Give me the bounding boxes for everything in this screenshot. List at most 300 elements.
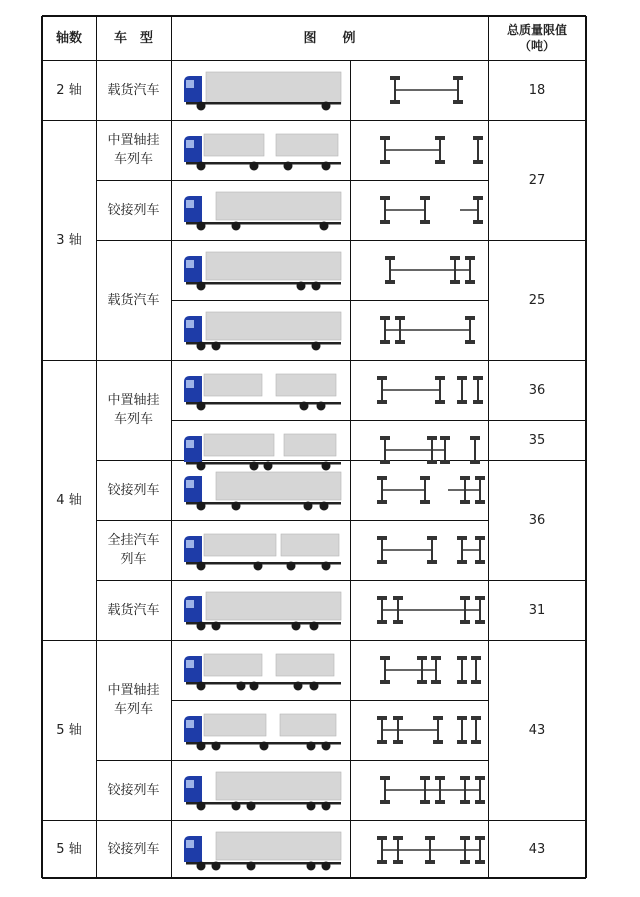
- cab-shape: [184, 716, 202, 742]
- axle-wheel-bottom: [380, 460, 390, 464]
- type-truck-3axle: 载货汽车: [107, 292, 160, 308]
- axle-wheel-top: [475, 776, 485, 780]
- axle-diagram: [370, 712, 490, 748]
- wheel: [322, 562, 331, 571]
- axle-wheel-top: [395, 316, 405, 320]
- truck-illustration: [176, 128, 346, 172]
- cargo-box: [280, 714, 336, 736]
- cab-window: [186, 540, 194, 548]
- grid-line: [41, 16, 43, 878]
- chassis-beam: [186, 102, 341, 105]
- axle-wheel-bottom: [475, 560, 485, 564]
- wheel: [307, 802, 316, 811]
- grid-line: [488, 240, 586, 241]
- axle-wheel-top: [435, 776, 445, 780]
- axle-bar: [381, 377, 383, 403]
- wheel: [247, 802, 256, 811]
- grid-line: [171, 16, 172, 878]
- chassis-beam: [186, 562, 341, 565]
- axle-bar: [431, 437, 433, 463]
- grid-line: [350, 60, 351, 878]
- axle-wheel-bottom: [380, 220, 390, 224]
- grid-line: [42, 360, 586, 361]
- axle-wheel-bottom: [380, 800, 390, 804]
- axle-wheel-bottom: [431, 680, 441, 684]
- cab-window: [186, 260, 194, 268]
- cargo-box: [284, 434, 336, 456]
- chassis-beam: [186, 502, 341, 505]
- axle-bar: [424, 777, 426, 803]
- axle-diagram: [370, 192, 490, 228]
- axle-wheel-top: [470, 436, 480, 440]
- limit-31: 31: [528, 602, 546, 618]
- cab-window: [186, 780, 194, 788]
- axle-wheel-bottom: [465, 340, 475, 344]
- wheel: [307, 742, 316, 751]
- limit-36: 36: [528, 382, 546, 398]
- axle-wheel-top: [393, 716, 403, 720]
- wheel: [254, 562, 263, 571]
- axle-bar: [397, 717, 399, 743]
- cargo-box: [216, 772, 341, 800]
- axle-wheel-bottom: [450, 280, 460, 284]
- wheel: [322, 802, 331, 811]
- header-weight-limit: 总质量限值（吨）: [506, 23, 567, 53]
- axle-wheel-bottom: [475, 620, 485, 624]
- axle-wheel-bottom: [460, 860, 470, 864]
- axle-bar: [477, 197, 479, 223]
- cargo-box: [276, 654, 334, 676]
- axle-wheel-top: [417, 656, 427, 660]
- axle-bar: [381, 477, 383, 503]
- wheel: [312, 282, 321, 291]
- cargo-box: [216, 472, 341, 500]
- cab-shape: [184, 436, 202, 462]
- truck-illustration: [176, 768, 346, 812]
- grid-line: [171, 300, 488, 301]
- axle-wheel-top: [457, 376, 467, 380]
- truck-illustration: [176, 68, 346, 112]
- wheel: [320, 222, 329, 231]
- limit-43-b: 43: [528, 841, 546, 857]
- axle-bar: [475, 657, 477, 683]
- cab-shape: [184, 776, 202, 802]
- cab-shape: [184, 836, 202, 862]
- axle-wheel-bottom: [435, 160, 445, 164]
- axle-wheel-bottom: [377, 860, 387, 864]
- axle-bar: [474, 437, 476, 463]
- wheel: [232, 502, 241, 511]
- cargo-box: [204, 374, 262, 396]
- limit-27: 27: [528, 172, 546, 188]
- axle-wheel-bottom: [453, 100, 463, 104]
- grid-line: [42, 820, 586, 821]
- cab-window: [186, 660, 194, 668]
- wheel: [197, 562, 206, 571]
- axle-bar: [421, 657, 423, 683]
- axle-wheel-top: [475, 476, 485, 480]
- wheel: [322, 742, 331, 751]
- axle-diagram: [370, 372, 490, 408]
- cargo-box: [204, 134, 264, 156]
- axle-bar: [384, 197, 386, 223]
- axle-wheel-bottom: [457, 680, 467, 684]
- axle-bar: [457, 77, 459, 103]
- axle-bar: [461, 717, 463, 743]
- axle-bar: [461, 657, 463, 683]
- cab-window: [186, 720, 194, 728]
- axle-wheel-bottom: [457, 560, 467, 564]
- axle-wheel-bottom: [385, 280, 395, 284]
- axle-bar: [424, 197, 426, 223]
- grid-line: [488, 580, 586, 581]
- axle-wheel-bottom: [470, 460, 480, 464]
- axle-wheel-top: [475, 536, 485, 540]
- axle-wheel-bottom: [473, 220, 483, 224]
- axle-bar: [381, 597, 383, 623]
- axle-wheel-top: [465, 256, 475, 260]
- cab-shape: [184, 536, 202, 562]
- wheel: [250, 682, 259, 691]
- axle-wheel-bottom: [475, 500, 485, 504]
- axle-wheel-top: [435, 376, 445, 380]
- axle-wheel-bottom: [473, 400, 483, 404]
- axle-bar: [469, 317, 471, 343]
- axle-wheel-top: [377, 536, 387, 540]
- wheel: [250, 162, 259, 171]
- type-center-axle-trailer-3: 中置轴挂车列车: [107, 133, 160, 167]
- wheel: [322, 862, 331, 871]
- axle-bar: [437, 717, 439, 743]
- axle-wheel-top: [471, 716, 481, 720]
- chassis-beam: [186, 462, 341, 465]
- wheel: [294, 682, 303, 691]
- grid-line: [42, 120, 586, 121]
- limit-18: 18: [528, 82, 546, 98]
- axle-wheel-top: [380, 436, 390, 440]
- cargo-box: [276, 374, 336, 396]
- truck-illustration: [176, 368, 346, 412]
- wheel: [307, 862, 316, 871]
- cab-shape: [184, 596, 202, 622]
- axle-diagram: [370, 432, 490, 468]
- cargo-box: [204, 654, 262, 676]
- type-articulated-5: 铰接列车: [107, 782, 160, 798]
- axle-bar: [479, 597, 481, 623]
- axle-count-3: 3 轴: [56, 232, 82, 248]
- type-articulated-5-b: 铰接列车: [107, 841, 160, 857]
- axle-wheel-bottom: [377, 400, 387, 404]
- axle-bar: [477, 377, 479, 403]
- axle-wheel-bottom: [380, 680, 390, 684]
- axle-bar: [384, 657, 386, 683]
- wheel: [310, 622, 319, 631]
- wheel: [284, 162, 293, 171]
- wheel: [197, 102, 206, 111]
- axle-wheel-bottom: [420, 500, 430, 504]
- wheel: [320, 502, 329, 511]
- cab-window: [186, 480, 194, 488]
- grid-line: [42, 877, 586, 879]
- axle-bar: [439, 137, 441, 163]
- axle-wheel-bottom: [425, 860, 435, 864]
- cab-window: [186, 440, 194, 448]
- axle-bar: [444, 437, 446, 463]
- header-vehicle-type: 车 型: [113, 30, 153, 46]
- axle-wheel-bottom: [393, 860, 403, 864]
- axle-wheel-top: [453, 76, 463, 80]
- truck-illustration: [176, 648, 346, 692]
- grid-line: [96, 16, 97, 878]
- header-axles: 轴数: [55, 30, 82, 46]
- grid-line: [585, 16, 587, 878]
- axle-count-4: 4 轴: [56, 492, 82, 508]
- wheel: [292, 622, 301, 631]
- wheel: [247, 862, 256, 871]
- axle-wheel-top: [420, 776, 430, 780]
- axle-bar: [384, 777, 386, 803]
- type-center-axle-trailer-5: 中置轴挂车列车: [107, 683, 160, 717]
- grid-line: [96, 520, 488, 521]
- cab-shape: [184, 656, 202, 682]
- axle-wheel-top: [475, 596, 485, 600]
- axle-bar: [479, 537, 481, 563]
- chassis-beam: [186, 222, 341, 225]
- truck-illustration: [176, 528, 346, 572]
- axle-wheel-top: [457, 656, 467, 660]
- axle-wheel-top: [380, 656, 390, 660]
- axle-bar: [384, 137, 386, 163]
- axle-wheel-top: [420, 476, 430, 480]
- wheel: [322, 102, 331, 111]
- axle-bar: [397, 837, 399, 863]
- axle-wheel-bottom: [420, 800, 430, 804]
- wheel: [297, 282, 306, 291]
- type-full-trailer-4: 全挂汽车列车: [107, 533, 160, 567]
- axle-wheel-top: [433, 716, 443, 720]
- wheel: [317, 402, 326, 411]
- grid-line: [96, 760, 488, 761]
- cab-window: [186, 140, 194, 148]
- axle-wheel-top: [450, 256, 460, 260]
- wheel: [312, 342, 321, 351]
- axle-weight-limit-table: [42, 16, 586, 878]
- cab-window: [186, 80, 194, 88]
- axle-wheel-bottom: [435, 800, 445, 804]
- axle-wheel-top: [465, 316, 475, 320]
- type-center-axle-trailer-4: 中置轴挂车列车: [107, 393, 160, 427]
- axle-wheel-bottom: [440, 460, 450, 464]
- wheel: [197, 502, 206, 511]
- axle-bar: [384, 437, 386, 463]
- axle-bar: [394, 77, 396, 103]
- grid-line: [96, 240, 488, 241]
- axle-wheel-top: [457, 716, 467, 720]
- axle-wheel-top: [377, 836, 387, 840]
- type-truck-4axle: 载货汽车: [107, 602, 160, 618]
- axle-bar: [424, 477, 426, 503]
- wheel: [232, 802, 241, 811]
- axle-wheel-bottom: [427, 460, 437, 464]
- wheel: [197, 742, 206, 751]
- truck-illustration: [176, 468, 346, 512]
- axle-wheel-bottom: [473, 160, 483, 164]
- grid-line: [42, 15, 586, 17]
- grid-line: [171, 420, 488, 421]
- axle-wheel-bottom: [460, 620, 470, 624]
- cab-shape: [184, 256, 202, 282]
- axle-wheel-bottom: [460, 800, 470, 804]
- cab-shape: [184, 76, 202, 102]
- axle-bar: [461, 377, 463, 403]
- axle-wheel-top: [380, 316, 390, 320]
- cab-shape: [184, 316, 202, 342]
- axle-wheel-top: [393, 836, 403, 840]
- axle-wheel-top: [475, 836, 485, 840]
- axle-diagram: [370, 132, 490, 168]
- cab-window: [186, 200, 194, 208]
- axle-diagram: [370, 592, 490, 628]
- cargo-box: [216, 832, 341, 860]
- wheel: [212, 342, 221, 351]
- chassis-beam: [186, 862, 341, 865]
- axle-wheel-top: [380, 136, 390, 140]
- cargo-box: [276, 134, 338, 156]
- axle-wheel-top: [460, 596, 470, 600]
- wheel: [197, 402, 206, 411]
- axle-count-2: 2 轴: [56, 82, 82, 98]
- cab-window: [186, 600, 194, 608]
- axle-bar: [477, 137, 479, 163]
- wheel: [310, 682, 319, 691]
- axle-wheel-top: [380, 196, 390, 200]
- wheel: [197, 622, 206, 631]
- wheel: [197, 342, 206, 351]
- axle-wheel-top: [460, 836, 470, 840]
- truck-illustration: [176, 188, 346, 232]
- chassis-beam: [186, 162, 341, 165]
- cargo-box: [204, 534, 276, 556]
- type-truck-2axle: 载货汽车: [107, 82, 160, 98]
- axle-bar: [464, 777, 466, 803]
- axle-wheel-top: [473, 376, 483, 380]
- axle-wheel-top: [393, 596, 403, 600]
- axle-wheel-top: [377, 376, 387, 380]
- wheel: [237, 682, 246, 691]
- axle-wheel-top: [377, 596, 387, 600]
- grid-line: [171, 700, 488, 701]
- axle-wheel-bottom: [475, 800, 485, 804]
- grid-line: [488, 460, 586, 461]
- axle-wheel-bottom: [377, 560, 387, 564]
- axle-wheel-bottom: [377, 500, 387, 504]
- axle-diagram: [370, 772, 490, 808]
- limit-25: 25: [528, 292, 546, 308]
- axle-wheel-top: [427, 536, 437, 540]
- cargo-box: [204, 434, 274, 456]
- wheel: [287, 562, 296, 571]
- cargo-box: [206, 72, 341, 104]
- grid-line: [42, 60, 586, 61]
- axle-bar: [479, 477, 481, 503]
- axle-wheel-bottom: [457, 740, 467, 744]
- axle-wheel-bottom: [395, 340, 405, 344]
- grid-line: [96, 580, 488, 581]
- limit-35: 35: [528, 432, 546, 448]
- wheel: [197, 222, 206, 231]
- axle-bar: [464, 597, 466, 623]
- axle-wheel-top: [473, 196, 483, 200]
- axle-bar: [464, 477, 466, 503]
- cab-window: [186, 840, 194, 848]
- axle-wheel-bottom: [457, 400, 467, 404]
- wheel: [197, 862, 206, 871]
- axle-bar: [464, 837, 466, 863]
- axle-wheel-bottom: [380, 340, 390, 344]
- axle-bar: [469, 257, 471, 283]
- axle-wheel-bottom: [380, 160, 390, 164]
- grid-line: [488, 420, 586, 421]
- axle-diagram: [370, 532, 490, 568]
- truck-illustration: [176, 428, 346, 472]
- axle-wheel-bottom: [465, 280, 475, 284]
- axle-bar: [399, 317, 401, 343]
- axle-wheel-bottom: [420, 220, 430, 224]
- truck-illustration: [176, 588, 346, 632]
- chassis-beam: [186, 802, 341, 805]
- axle-wheel-top: [460, 476, 470, 480]
- axle-wheel-bottom: [475, 860, 485, 864]
- axle-bar: [389, 257, 391, 283]
- axle-wheel-top: [431, 656, 441, 660]
- axle-bar: [435, 657, 437, 683]
- axle-bar: [479, 837, 481, 863]
- axle-diagram: [370, 652, 490, 688]
- grid-line: [96, 180, 488, 181]
- cargo-box: [206, 592, 341, 620]
- axle-wheel-bottom: [433, 740, 443, 744]
- axle-wheel-top: [390, 76, 400, 80]
- axle-wheel-top: [427, 436, 437, 440]
- axle-wheel-top: [435, 136, 445, 140]
- limit-36-b: 36: [528, 512, 546, 528]
- truck-illustration: [176, 248, 346, 292]
- axle-bar: [397, 597, 399, 623]
- axle-wheel-bottom: [427, 560, 437, 564]
- axle-bar: [454, 257, 456, 283]
- type-articulated-4: 铰接列车: [107, 482, 160, 498]
- axle-wheel-top: [457, 536, 467, 540]
- axle-diagram: [370, 72, 490, 108]
- cargo-box: [216, 192, 341, 220]
- truck-illustration: [176, 308, 346, 352]
- cargo-box: [281, 534, 339, 556]
- cargo-box: [206, 252, 341, 280]
- axle-bar: [381, 717, 383, 743]
- axle-wheel-bottom: [377, 620, 387, 624]
- axle-bar: [381, 537, 383, 563]
- axle-wheel-bottom: [471, 680, 481, 684]
- axle-bar: [384, 317, 386, 343]
- axle-wheel-top: [425, 836, 435, 840]
- axle-bar: [429, 837, 431, 863]
- axle-bar: [431, 537, 433, 563]
- cab-shape: [184, 196, 202, 222]
- axle-diagram: [370, 832, 490, 868]
- grid-line: [42, 640, 586, 641]
- axle-diagram: [370, 312, 490, 348]
- wheel: [322, 162, 331, 171]
